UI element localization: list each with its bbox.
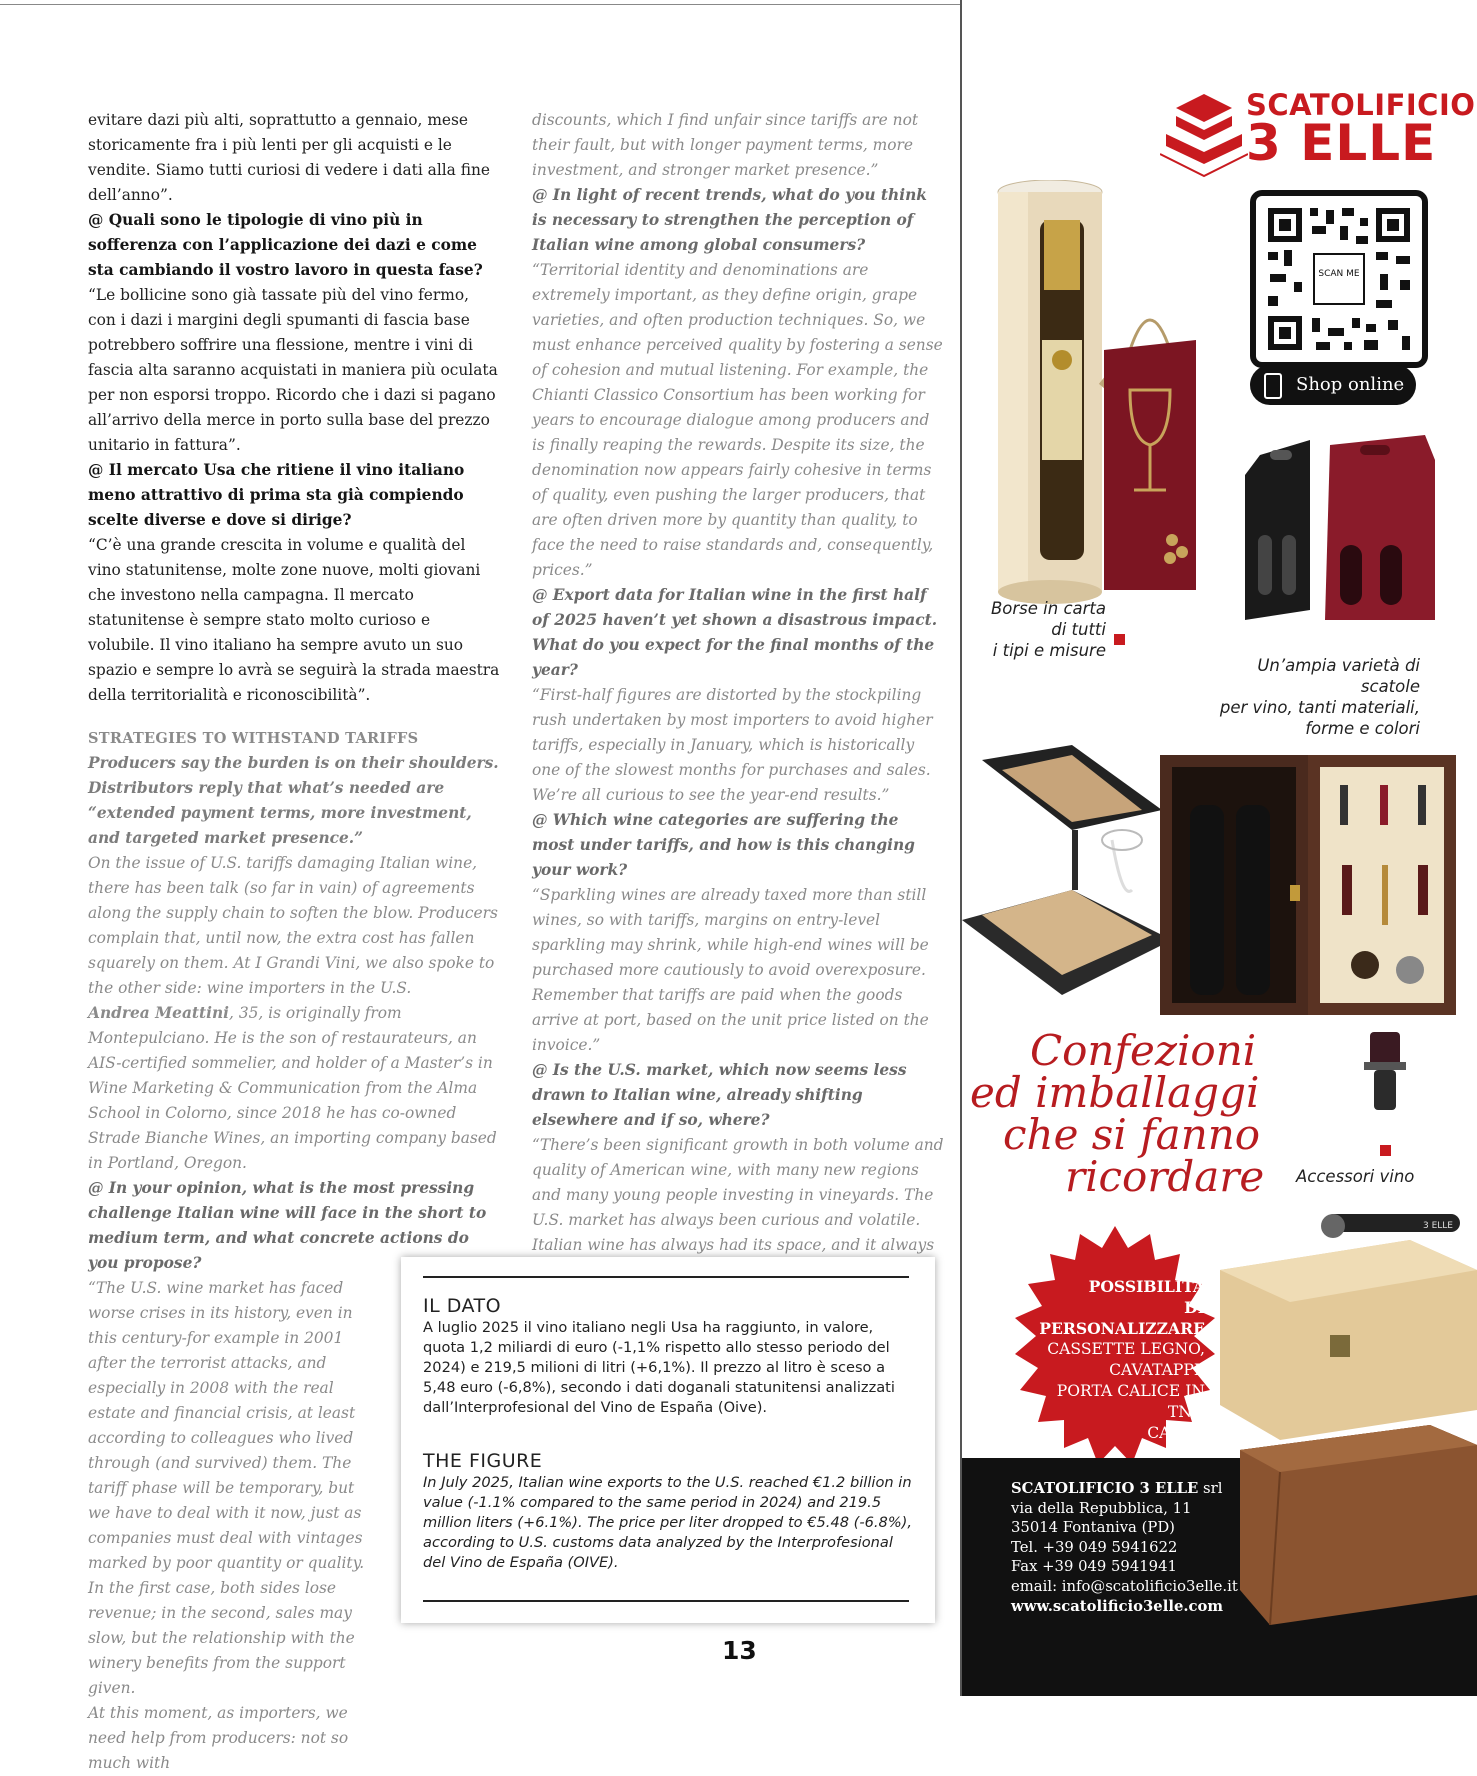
caption-boxes-line: per vino, tanti materiali, — [1219, 698, 1420, 717]
data-box — [401, 1257, 935, 1623]
caption-bags-line: Borse in carta — [990, 599, 1106, 618]
caption-boxes-line: forme e colori — [1305, 719, 1420, 738]
section-intro: Producers say the burden is on their shoulders. Distributors reply that what’s needed are “extended payment terms, more investment, and targeted market presence.” — [88, 754, 499, 847]
slogan-line: Confezioni — [1030, 1026, 1257, 1075]
city: 35014 Fontaniva (PD) — [1011, 1519, 1175, 1537]
box-rule-bottom — [423, 1600, 909, 1602]
badge-title: DI PERSONALIZZARE — [1039, 1298, 1205, 1338]
box-title-it: IL DATO — [423, 1295, 502, 1317]
paragraph-en: On the issue of U.S. tariffs damaging Italian wine, there has been talk (so far in vain) of agreements along the supply chain to soften the blow. Producers complain that, until now, the extra cost has fallen squarely on them. At I Grandi Vini, we also spoke to the other side: wine importers in the U.S. — [88, 854, 498, 997]
answer-en: “First-half figures are distorted by the stockpiling rush undertaken by most importers to avoid higher tariffs, especially in January, which is historically one of the slowest months for purchases and sales. We’re all curious to see the year-end results.” — [532, 686, 933, 804]
company-name — [1011, 1479, 1238, 1499]
red-square-marker — [1380, 1145, 1391, 1156]
badge-item: PORTA CALICE IN TNT, — [1056, 1382, 1205, 1421]
wine-carry-boxes-image — [1240, 435, 1440, 625]
box-title-en: THE FIGURE — [423, 1450, 543, 1472]
caption-boxes — [1195, 655, 1420, 739]
question: @ Il mercato Usa che ritiene il vino italiano meno attrattivo di prima sta già compiendo scelte diverse e dove si dirige? — [88, 461, 465, 529]
company-suffix: srl — [1198, 1480, 1223, 1497]
gift-box-image — [962, 740, 1172, 1020]
email-link[interactable]: email: info@scatolificio3elle.it — [1011, 1577, 1238, 1595]
caption-accessories: Accessori vino — [1296, 1167, 1415, 1186]
caption-bags-line: di tutti — [1051, 620, 1106, 639]
wooden-box-lower-image — [1240, 1425, 1477, 1625]
fax: Fax +39 049 5941941 — [1011, 1558, 1177, 1576]
shop-online-button[interactable] — [1250, 365, 1416, 405]
answer-en: At this moment, as importers, we need help from producers: not so much with — [88, 1704, 349, 1772]
answer-en: “The U.S. wine market has faced worse crises in its history, even in this century-for example in 2001 after the terrorist attacks, and especially in 2008 with the real estate and financial crisis, at least according to colleagues who lived through (and survived) them. The tariff phase will be temporary, but we have to deal with it now, just as companies must deal with vintages marked by poor quantity or quality. In the first case, both sides lose revenue; in the second, sales may slow, but the relationship with the winery benefits from the support given. — [88, 1279, 365, 1697]
answer: “C’è una grande crescita in volume e qualità del vino statunitense, molte zone nuove, molti giovani che investono nella campagna. Il mercato statunitense è sempre stato molto curioso e volubile. Il vino italiano ha sempre avuto un suo spazio e sempre lo avrà se seguirà la strada maestra della territorialità e riconoscibilità”. — [88, 536, 500, 704]
person-name: Andrea Meattini — [88, 1004, 230, 1022]
customization-badge — [1020, 1276, 1205, 1444]
badge-item: CAVATAPPI, — [1109, 1361, 1205, 1379]
section-title: STRATEGIES TO WITHSTAND TARIFFS — [88, 730, 419, 747]
paragraph: evitare dazi più alti, soprattutto a gennaio, mese storicamente fra i più lenti per gli acquisti e le vendite. Siamo tutti curiosi di vedere i dati alla fine dell’anno”. — [88, 111, 491, 204]
paragraph-text: , 35, is originally from Montepulciano. He is the son of restaurateurs, an AIS-certified sommelier, and holder of a Master’s in Wine Marketing & Communication from the Alma School in Colorno, since 2018 he has co-owned Strade Bianche Wines, an importing company based in Portland, Oregon. — [88, 1004, 497, 1172]
brand-logo-icon — [1160, 90, 1248, 182]
caption-bags-line: i tipi e misure — [992, 641, 1106, 660]
answer: “Le bollicine sono già tassate più del vino fermo, con i dazi i margini degli spumanti di fascia base potrebbero soffrire una flessione, mentre i vini di fascia alta saranno acquistati in maniera più oculata per non esporsi troppo. Ricordo che i dazi si pagano all’arrivo della merce in porto sulla base del prezzo unitario in fattura”. — [88, 286, 498, 454]
slogan-line: ed imballaggi — [970, 1068, 1260, 1117]
company-name-bold: SCATOLIFICIO 3 ELLE — [1011, 1480, 1199, 1497]
caption-boxes-line: Un’ampia varietà di scatole — [1257, 656, 1420, 696]
question-en: @ Which wine categories are suffering the most under tariffs, and how is this changing your work? — [532, 811, 915, 879]
slogan-line: che si fanno — [1003, 1110, 1261, 1159]
red-square-marker — [1114, 634, 1125, 645]
address: via della Repubblica, 11 — [1011, 1499, 1192, 1517]
contact-info — [1011, 1479, 1238, 1616]
wooden-wine-case-image — [1160, 755, 1456, 1015]
slogan-line: ricordare — [1065, 1152, 1265, 1201]
corkscrew-label: 3 ELLE — [1423, 1221, 1453, 1231]
website-link[interactable]: www.scatolificio3elle.com — [1011, 1597, 1224, 1615]
qr-label: SCAN ME — [1318, 269, 1360, 279]
question-en: @ Export data for Italian wine in the first half of 2025 haven’t yet shown a disastrous impact. What do you expect for the final months of the year? — [532, 586, 938, 679]
telephone: Tel. +39 049 5941622 — [1011, 1538, 1178, 1556]
question-en: @ Is the U.S. market, which now seems less drawn to Italian wine, already shifting elsewhere and if so, where? — [532, 1061, 907, 1129]
article-column-2 — [532, 108, 944, 1308]
brand-name-line1: SCATOLIFICIO — [1246, 88, 1476, 122]
paragraph-en — [88, 1001, 500, 1176]
question-en: @ In your opinion, what is the most pressing challenge Italian wine will face in the short to medium term, and what concrete actions do you propose? — [88, 1179, 487, 1272]
question: @ Quali sono le tipologie di vino più in sofferenza con l’applicazione dei dazi e come sta cambiando il vostro lavoro in questa fase? — [88, 211, 483, 279]
question-en: @ In light of recent trends, what do you think is necessary to strengthen the perception of Italian wine among global consumers? — [532, 186, 927, 254]
qr-code[interactable] — [1250, 190, 1428, 368]
qr-code-icon — [1256, 196, 1422, 362]
shop-online-label: Shop online — [1296, 374, 1405, 395]
wine-stopper-image — [1360, 1022, 1410, 1122]
badge-item: CASSETTE LEGNO, — [1047, 1340, 1205, 1358]
caption-bags — [988, 598, 1106, 661]
answer-en: “Territorial identity and denominations are extremely important, as they define origin, grape varieties, and often production techniques. So, we must enhance perceived quality by fostering a sense of cohesion and mutual listening. For example, the Chianti Classico Consortium has been working for years to encourage dialogue among producers and is finally reaping the rewards. Despite its size, the denomination now appears fairly cohesive in terms of quality, even pushing the larger producers, that are often driven more by quantity than quality, to face the need to raise standards and, consequently, prices.” — [532, 261, 943, 579]
box-text-it: A luglio 2025 il vino italiano negli Usa ha raggiunto, in valore, quota 1,2 miliardi di euro (-1,1% rispetto allo stesso periodo del 2024) e 219,5 milioni di litri (+6,1%). Il prezzo al litro è sceso a 5,48 euro (-6,8%), secondo i dati doganali statunitensi analizzati dall’Interprofesional del Vino de España (Oive). — [423, 1319, 895, 1416]
page-number: 13 — [722, 1636, 757, 1665]
badge-title: POSSIBILITÀ — [1088, 1277, 1205, 1296]
answer-en: “Sparkling wines are already taxed more than still wines, so with tariffs, margins on entry-level sparkling may shrink, while high-end wines will be purchased more cautiously to avoid overexposure. Remember that tariffs are paid when the goods arrive at port, based on the unit price listed on the invoice.” — [532, 886, 929, 1054]
answer-en: “There’s been significant growth in both volume and quality of American wine, with many new regions and many young people investing in vineyards. The U.S. market has always been curious and volatile. Italian wine has always had its space, and it always — [532, 1136, 944, 1254]
wine-bag-image — [1100, 290, 1200, 600]
box-text-en: In July 2025, Italian wine exports to the U.S. reached €1.2 billion in value (-1.1% compared to the same period in 2024) and 219.5 million liters (+6.1%). The price per liter dropped to €5.48 (-6.8%), according to U.S. customs data analyzed by the Interprofesional del Vino de España (OIVE). — [423, 1474, 913, 1571]
badge-item: CALICI — [1147, 1424, 1205, 1442]
paragraph-en: discounts, which I find unfair since tariffs are not their fault, but with longer payment terms, more investment, and stronger market presence.” — [532, 111, 919, 179]
phone-icon — [1264, 373, 1282, 399]
box-rule-top — [423, 1276, 909, 1278]
brand-name-line2: 3 ELLE — [1246, 114, 1437, 172]
